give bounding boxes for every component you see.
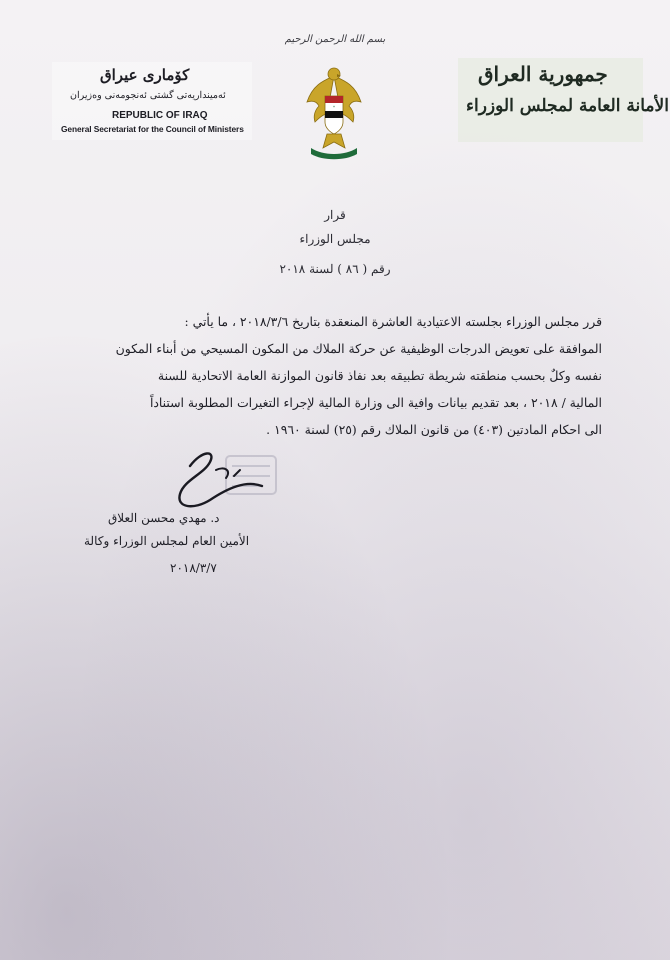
kurdish-subtitle: ئەمینداریەتی گشتی ئەنجومەنی وەزیران bbox=[70, 90, 226, 101]
basmala: بسم الله الرحمن الرحيم bbox=[284, 34, 386, 45]
signature-date: ٢٠١٨/٣/٧ bbox=[170, 561, 217, 575]
decision-number: رقم ( ٨٦ ) لسنة ٢٠١٨ bbox=[279, 262, 391, 276]
iraq-eagle-emblem-icon bbox=[303, 62, 365, 162]
decision-label: قرار bbox=[324, 208, 346, 222]
signatory-name: د. مهدي محسن العلاق bbox=[108, 511, 220, 525]
handwritten-signature bbox=[150, 440, 290, 520]
republic-of-iraq-arabic: جمهورية العراق bbox=[478, 62, 608, 86]
body-line: المالية / ٢٠١٨ ، بعد تقديم بيانات وافية الى وزارة المالية لإجراء التغيرات المطلوبة استناداً bbox=[149, 395, 602, 410]
signatory-title: الأمين العام لمجلس الوزراء وكالة bbox=[84, 534, 250, 548]
body-line: الموافقة على تعويض الدرجات الوظيفية عن حركة الملاك من المكون المسيحي من أبناء المكون bbox=[115, 341, 602, 356]
council-name: مجلس الوزراء bbox=[299, 232, 371, 246]
body-line: الى احكام المادتين (٤٠٣) من قانون الملاك رقم (٢٥) لسنة ١٩٦٠ . bbox=[266, 422, 602, 437]
body-line: قرر مجلس الوزراء بجلسته الاعتيادية العاشرة المنعقدة بتاريخ ٢٠١٨/٣/٦ ، ما يأتي : bbox=[184, 314, 602, 329]
body-line: نفسه وكلٌ بحسب منطقته شريطة تطبيقه بعد نفاذ قانون الموازنة العامة الاتحادية للسنة bbox=[157, 368, 602, 383]
svg-text:*: * bbox=[333, 105, 335, 110]
english-republic: REPUBLIC OF IRAQ bbox=[112, 110, 208, 121]
english-secretariat: General Secretariat for the Council of Ministers bbox=[61, 124, 244, 134]
general-secretariat-arabic: الأمانة العامة لمجلس الوزراء bbox=[466, 96, 669, 116]
kurdish-title: كۆماری عیراق bbox=[100, 66, 190, 84]
